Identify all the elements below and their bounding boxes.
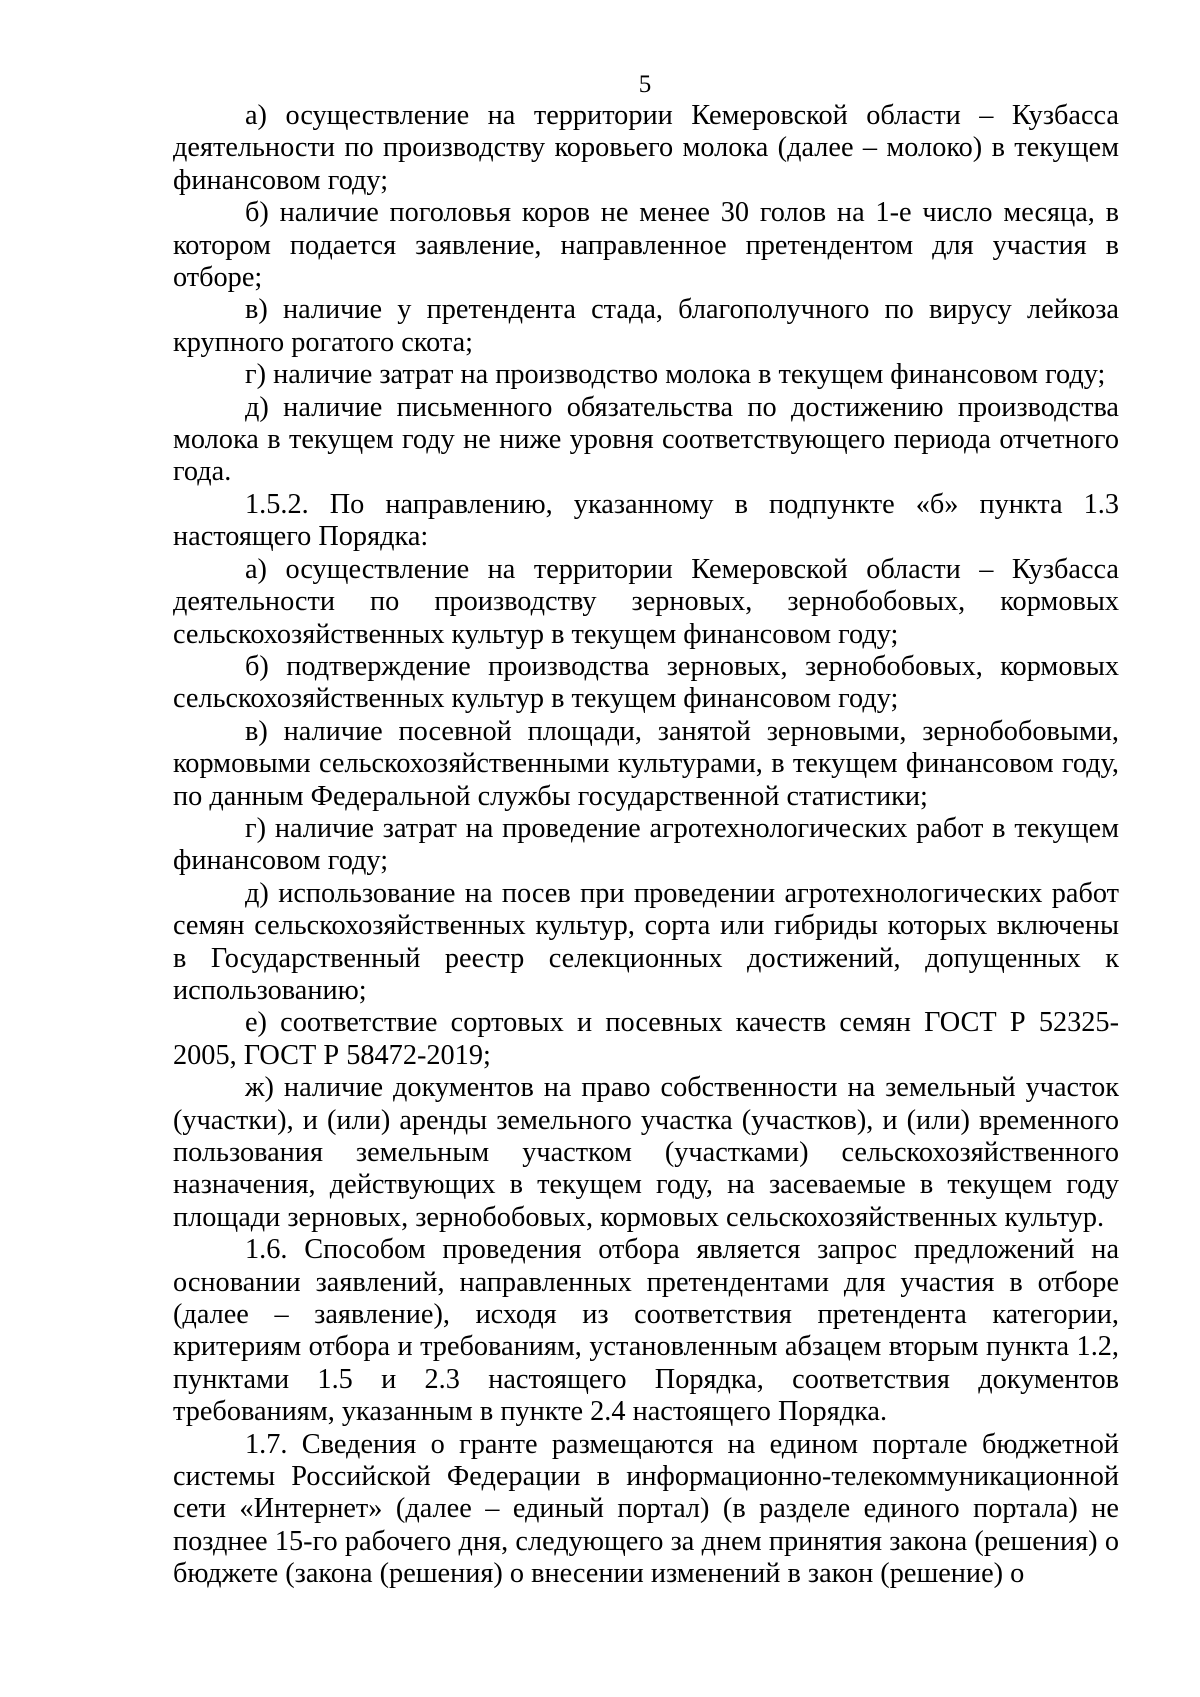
paragraph-1-5-2-v: в) наличие посевной площади, занятой зерновыми, зернобобовыми, кормовыми сельскохозяйственными культурами, в текущем финансовом году, по данным Федеральной службы государственной статистики; [173, 715, 1119, 812]
paragraph-1-5-2-zh: ж) наличие документов на право собственности на земельный участок (участки), и (или) аренды земельного участка (участков), и (или) временного пользования земельным участком (участками) сельскохозяйственного назначения, действующих в текущем году, на засеваемые в текущем году площади зерновых, зернобобовых, кормовых сельскохозяйственных культур. [173, 1072, 1119, 1233]
paragraph-1-5-2-d: д) использование на посев при проведении агротехнологических работ семян сельскохозяйственных культур, сорта или гибриды которых включены в Государственный реестр селекционных достижений, допущенных к использованию; [173, 877, 1119, 1006]
paragraph-1-7: 1.7. Сведения о гранте размещаются на едином портале бюджетной системы Российской Федерации в информационно-телекоммуникационной сети «Интернет» (далее – единый портал) (в разделе единого портала) не позднее 15-го рабочего дня, следующего за днем принятия закона (решения) о бюджете (закона (решения) о внесении изменений в закон (решение) о [173, 1428, 1119, 1590]
document-body [173, 100, 1119, 1591]
paragraph-1-5-1-d: д) наличие письменного обязательства по достижению производства молока в текущем году не ниже уровня соответствующего периода отчетного года. [173, 391, 1119, 488]
paragraph-1-5-2-g: г) наличие затрат на проведение агротехнологических работ в текущем финансовом году; [173, 812, 1119, 877]
paragraph-1-5-2-b: б) подтверждение производства зерновых, зернобобовых, кормовых сельскохозяйственных культур в текущем финансовом году; [173, 650, 1119, 715]
paragraph-1-5-2-a: а) осуществление на территории Кемеровской области – Кузбасса деятельности по производству зерновых, зернобобовых, кормовых сельскохозяйственных культур в текущем финансовом году; [173, 553, 1119, 650]
paragraph-1-5-2-e: е) соответствие сортовых и посевных качеств семян ГОСТ Р 52325-2005, ГОСТ Р 58472-2019; [173, 1007, 1119, 1071]
paragraph-1-5-1-v: в) наличие у претендента стада, благополучного по вирусу лейкоза крупного рогатого скота; [173, 294, 1119, 358]
paragraph-1-5-1-g: г) наличие затрат на производство молока в текущем финансовом году; [245, 359, 1106, 391]
paragraph-1-6: 1.6. Способом проведения отбора является запрос предложений на основании заявлений, направленных претендентами для участия в отборе (далее – заявление), исходя из соответствия претендента категории, критериям отбора и требованиям, установленным абзацем вторым пункта 1.2, пунктами 1.5 и 2.3 настоящего Порядка, соответствия документов требованиям, указанным в пункте 2.4 настоящего Порядка. [173, 1234, 1119, 1428]
paragraph-1-5-1-a: а) осуществление на территории Кемеровской области – Кузбасса деятельности по производству коровьего молока (далее – молоко) в текущем финансовом году; [173, 100, 1119, 196]
page-number: 5 [638, 71, 652, 98]
paragraph-1-5-2: 1.5.2. По направлению, указанному в подпункте «б» пункта 1.3 настоящего Порядка: [173, 488, 1119, 553]
paragraph-1-5-1-b: б) наличие поголовья коров не менее 30 голов на 1-е число месяца, в котором подается заявление, направленное претендентом для участия в отборе; [173, 197, 1119, 294]
